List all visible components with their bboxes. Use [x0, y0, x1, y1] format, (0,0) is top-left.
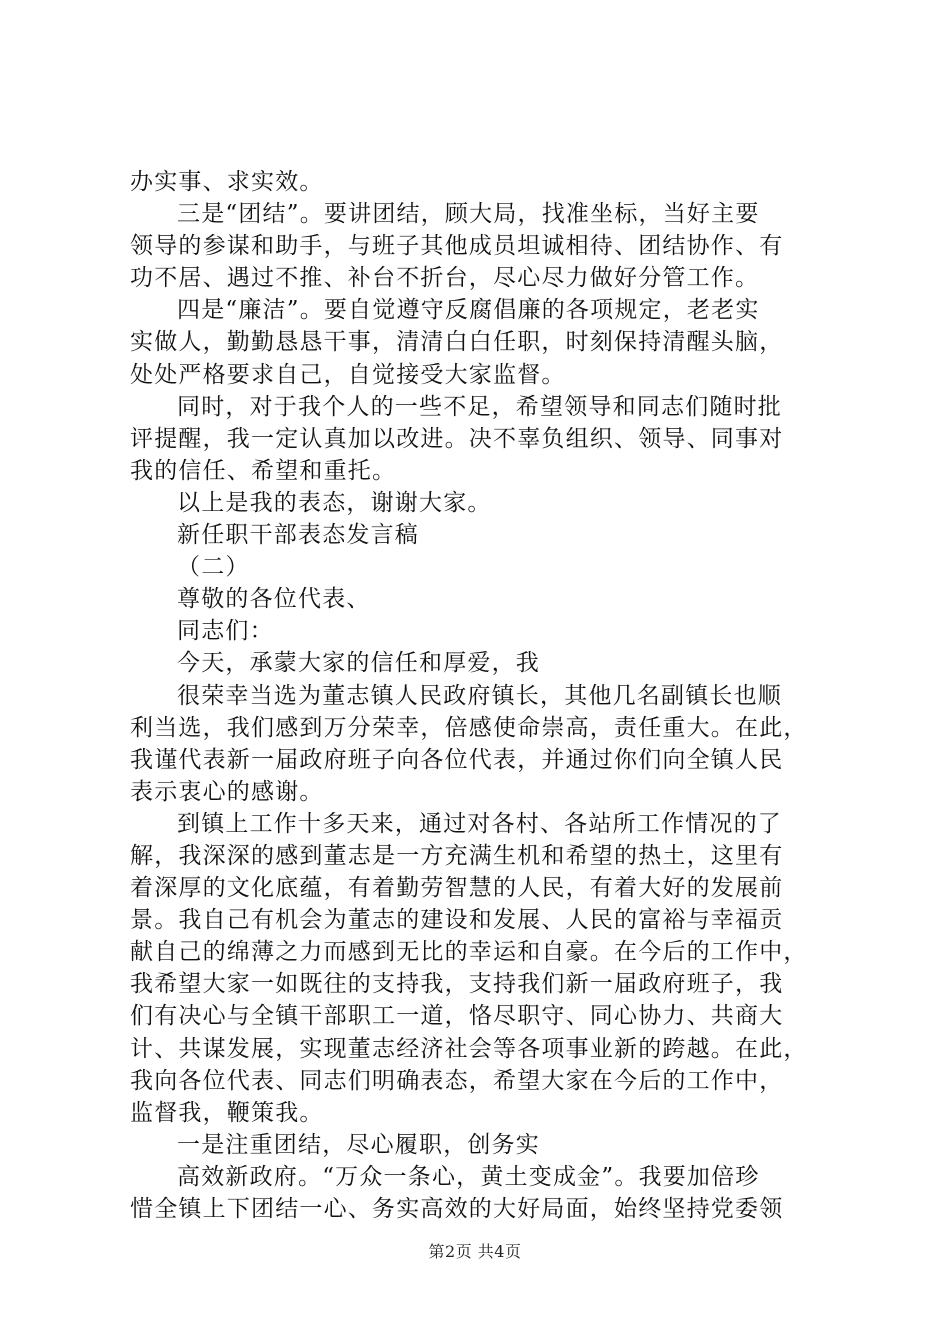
text-line: 高效新政府。“万众一条心，黄土变成金”。我要加倍珍 [177, 1163, 760, 1190]
text-line: 我的信任、希望和重托。 [130, 457, 397, 484]
text-line: 我向各位代表、同志们明确表态，希望大家在今后的工作中， [130, 1067, 784, 1094]
text-line: 监督我，鞭策我。 [130, 1099, 324, 1126]
text-line: 利当选，我们感到万分荣幸，倍感使命崇高，责任重大。在此， [130, 714, 808, 741]
text-line: 今天，承蒙大家的信任和厚爱，我 [177, 650, 540, 677]
text-line: 到镇上工作十多天来，通过对各村、各站所工作情况的了 [177, 810, 782, 837]
text-line: 以上是我的表态，谢谢大家。 [177, 489, 492, 516]
text-line: 评提醒，我一定认真加以改进。决不辜负组织、领导、同事对 [130, 425, 784, 452]
text-line: 我希望大家一如既往的支持我，支持我们新一届政府班子，我 [130, 971, 784, 998]
text-line: 我谨代表新一届政府班子向各位代表，并通过你们向全镇人民 [130, 746, 784, 773]
text-line: 功不居、遇过不推、补台不折台，尽心尽力做好分管工作。 [130, 265, 760, 292]
page-footer: 第2页 共4页 [428, 1242, 522, 1261]
text-line: 尊敬的各位代表、 [177, 586, 371, 613]
text-line: 领导的参谋和助手，与班子其他成员坦诚相待、团结协作、有 [130, 233, 784, 260]
text-line: 一是注重团结，尽心履职，创务实 [177, 1131, 540, 1158]
text-line: 处处严格要求自己，自觉接受大家监督。 [130, 361, 566, 388]
text-line: 献自己的绵薄之力而感到无比的幸运和自豪。在今后的工作中， [130, 939, 808, 966]
text-line: （二） [177, 554, 250, 581]
text-line: 实做人，勤勤恳恳干事，清清白白任职，时刻保持清醒头脑， [130, 329, 784, 356]
text-line: 三是“团结”。要讲团结，顾大局，找准坐标，当好主要 [177, 201, 760, 228]
text-line: 着深厚的文化底蕴，有着勤劳智慧的人民，有着大好的发展前 [130, 875, 784, 902]
text-line: 同志们： [177, 618, 274, 645]
text-line: 们有决心与全镇干部职工一道，恪尽职守、同心协力、共商大 [130, 1003, 784, 1030]
text-line: 很荣幸当选为董志镇人民政府镇长，其他几名副镇长也顺 [177, 682, 782, 709]
text-line: 计、共谋发展，实现董志经济社会等各项事业新的跨越。在此， [130, 1035, 808, 1062]
text-line: 惜全镇上下团结一心、务实高效的大好局面，始终坚持党委领 [130, 1196, 784, 1222]
text-line: 新任职干部表态发言稿 [177, 522, 419, 549]
text-line: 同时，对于我个人的一些不足，希望领导和同志们随时批 [177, 393, 782, 420]
text-line: 解，我深深的感到董志是一方充满生机和希望的热土，这里有 [130, 842, 784, 869]
text-line: 表示衷心的感谢。 [130, 778, 324, 805]
text-line: 办实事、求实效。 [130, 169, 324, 195]
text-line: 景。我自己有机会为董志的建设和发展、人民的富裕与幸福贡 [130, 907, 784, 934]
document-body [130, 166, 830, 1225]
text-line: 四是“廉洁”。要自觉遵守反腐倡廉的各项规定，老老实 [177, 297, 760, 324]
